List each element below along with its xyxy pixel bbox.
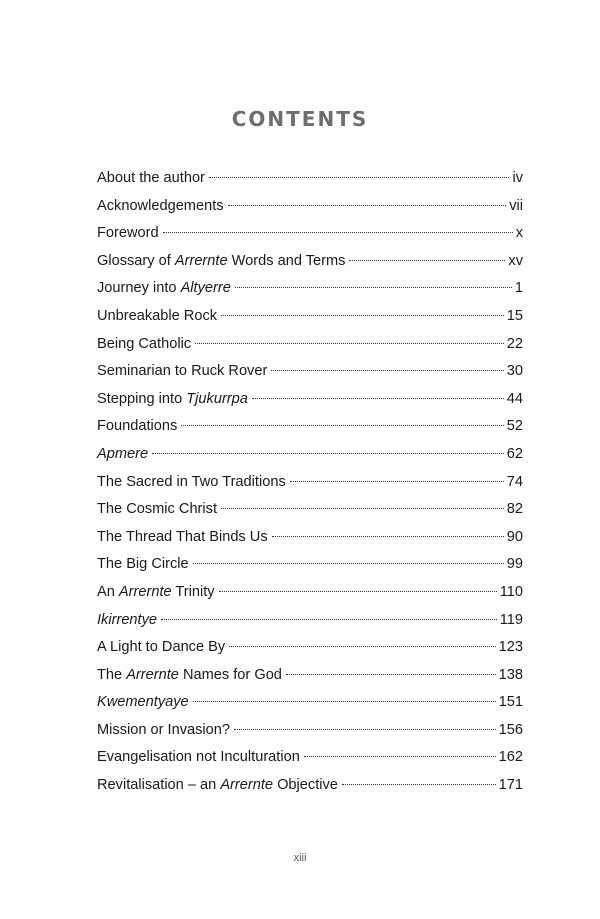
toc-entry-title-text: About the author [97, 170, 205, 186]
toc-entry-title-italic: Arrernte [220, 777, 274, 794]
toc-entry-title-italic: Tjukurrpa [186, 390, 248, 407]
dot-leader [161, 605, 497, 620]
toc-entry-title-text: Journey into [97, 280, 181, 297]
toc-entry-title [97, 248, 347, 276]
toc-entry-page: 30 [506, 363, 523, 380]
dot-leader [193, 687, 496, 702]
toc-entry-page: 44 [506, 390, 523, 407]
toc-entry-title-text: The Cosmic Christ [97, 501, 218, 518]
toc-entry-title [97, 772, 340, 800]
toc-entry-title-text: Foreword [97, 225, 159, 242]
table-of-contents [97, 165, 523, 800]
toc-entry-title-text: Acknowledgements [97, 197, 224, 214]
toc-entry [97, 413, 523, 441]
toc-entry-title-italic: Altyerre [180, 280, 231, 297]
dot-leader [221, 494, 504, 509]
dot-leader [286, 660, 496, 675]
toc-entry-title-text: An [97, 583, 119, 600]
toc-entry-page: 22 [506, 335, 523, 352]
toc-entry-title-text: A Light to Dance By [97, 639, 226, 656]
toc-entry-title-italic: Apmere [97, 445, 149, 462]
toc-entry-title [97, 193, 226, 221]
dot-leader [349, 246, 505, 261]
toc-entry [97, 386, 523, 414]
dot-leader [219, 577, 497, 592]
dot-leader [163, 218, 513, 233]
dot-leader [235, 273, 512, 288]
toc-entry-page: 82 [506, 501, 523, 518]
toc-entry [97, 634, 523, 662]
toc-entry-title-text: Stepping into [97, 390, 187, 407]
toc-entry-title-text: Glossary of [97, 252, 175, 269]
toc-entry-title [97, 331, 193, 359]
toc-entry-page: iv [512, 170, 523, 186]
toc-entry-page: vii [509, 197, 523, 214]
toc-entry-title-text: Being Catholic [97, 335, 192, 352]
toc-entry-title-text: Evangelisation not Inculturation [97, 749, 300, 766]
toc-entry [97, 469, 523, 497]
toc-entry-page: 171 [498, 777, 523, 794]
toc-entry-title-text: Mission or Invasion? [97, 721, 231, 738]
dot-leader [181, 411, 503, 426]
toc-entry-title-text: Words and Terms [227, 252, 346, 269]
dot-leader [252, 384, 504, 399]
toc-entry-title-text: The Thread That Binds Us [97, 528, 268, 545]
toc-entry [97, 165, 523, 193]
toc-entry-title-italic: Kwementyaye [97, 694, 189, 711]
toc-entry [97, 744, 523, 772]
toc-entry-title [97, 165, 207, 193]
page-number: xiii [293, 852, 307, 864]
toc-entry [97, 607, 523, 635]
dot-leader [228, 191, 507, 206]
toc-entry-page: 74 [506, 473, 523, 490]
dot-leader [229, 632, 495, 647]
toc-entry-title-italic: Arrernte [118, 583, 172, 600]
toc-entry-title-italic: Ikirrentye [97, 611, 158, 628]
toc-entry-title [97, 386, 250, 414]
toc-entry-page: 123 [498, 639, 523, 656]
toc-entry-title [97, 744, 302, 772]
toc-entry-page: xv [508, 252, 523, 269]
toc-entry-page: 119 [499, 611, 523, 628]
toc-entry [97, 496, 523, 524]
toc-entry-page: 151 [498, 694, 523, 711]
toc-entry-title [97, 551, 191, 579]
toc-entry-page: 1 [514, 280, 523, 297]
toc-entry-title [97, 358, 269, 386]
toc-entry-title [97, 717, 232, 745]
toc-entry [97, 524, 523, 552]
toc-entry-title [97, 220, 161, 248]
toc-entry-title-italic: Arrernte [126, 666, 179, 683]
dot-leader [209, 163, 510, 178]
toc-entry [97, 662, 523, 690]
toc-entry-title [97, 634, 227, 662]
toc-entry-title [97, 441, 150, 469]
toc-entry [97, 358, 523, 386]
toc-entry [97, 193, 523, 221]
toc-entry [97, 303, 523, 331]
toc-entry-title [97, 413, 179, 441]
toc-entry-title-italic: Arrernte [174, 252, 228, 269]
toc-entry-title [97, 496, 219, 524]
toc-entry-title [97, 524, 270, 552]
toc-entry [97, 689, 523, 717]
toc-entry [97, 441, 523, 469]
toc-entry-title-text: Objective [273, 777, 338, 794]
toc-entry-title-text: Seminarian to Ruck Rover [97, 363, 268, 380]
dot-leader [304, 742, 496, 757]
toc-entry-title-text: Names for God [178, 666, 282, 683]
toc-entry-title [97, 579, 217, 607]
toc-entry-title-text: Foundations [97, 418, 178, 435]
dot-leader [195, 329, 504, 344]
toc-entry-title-text: The Sacred in Two Traditions [97, 473, 286, 490]
dot-leader [272, 522, 504, 537]
dot-leader [271, 356, 503, 371]
toc-entry-page: 110 [499, 583, 523, 600]
toc-entry-title-text: Unbreakable Rock [97, 307, 218, 324]
toc-entry-page: x [515, 225, 523, 242]
toc-entry [97, 772, 523, 800]
toc-entry [97, 331, 523, 359]
toc-entry [97, 579, 523, 607]
toc-entry-title-text: Revitalisation – an [97, 777, 221, 794]
contents-heading: CONTENTS [231, 107, 369, 132]
toc-entry-title [97, 607, 159, 635]
toc-entry-page: 156 [498, 721, 523, 738]
toc-entry-page: 15 [506, 307, 523, 324]
toc-entry-title-text: The [97, 666, 127, 683]
toc-entry-page: 90 [506, 528, 523, 545]
toc-entry-title [97, 275, 233, 303]
toc-entry-page: 52 [506, 418, 523, 435]
toc-entry-title [97, 689, 191, 717]
toc-entry-title-text: The Big Circle [97, 556, 189, 573]
toc-entry-title [97, 662, 284, 690]
toc-entry-page: 99 [506, 556, 523, 573]
dot-leader [152, 439, 504, 454]
toc-entry-page: 138 [498, 666, 523, 683]
toc-entry [97, 551, 523, 579]
dot-leader [342, 770, 496, 785]
toc-entry-title-text: Trinity [171, 583, 215, 600]
dot-leader [290, 467, 504, 482]
toc-entry [97, 717, 523, 745]
dot-leader [234, 715, 496, 730]
dot-leader [193, 549, 504, 564]
toc-entry [97, 220, 523, 248]
toc-entry-page: 62 [506, 445, 523, 462]
toc-entry [97, 248, 523, 276]
toc-entry-title [97, 469, 288, 497]
toc-entry-title [97, 303, 219, 331]
toc-entry [97, 275, 523, 303]
toc-entry-page: 162 [498, 749, 523, 766]
dot-leader [221, 301, 504, 316]
